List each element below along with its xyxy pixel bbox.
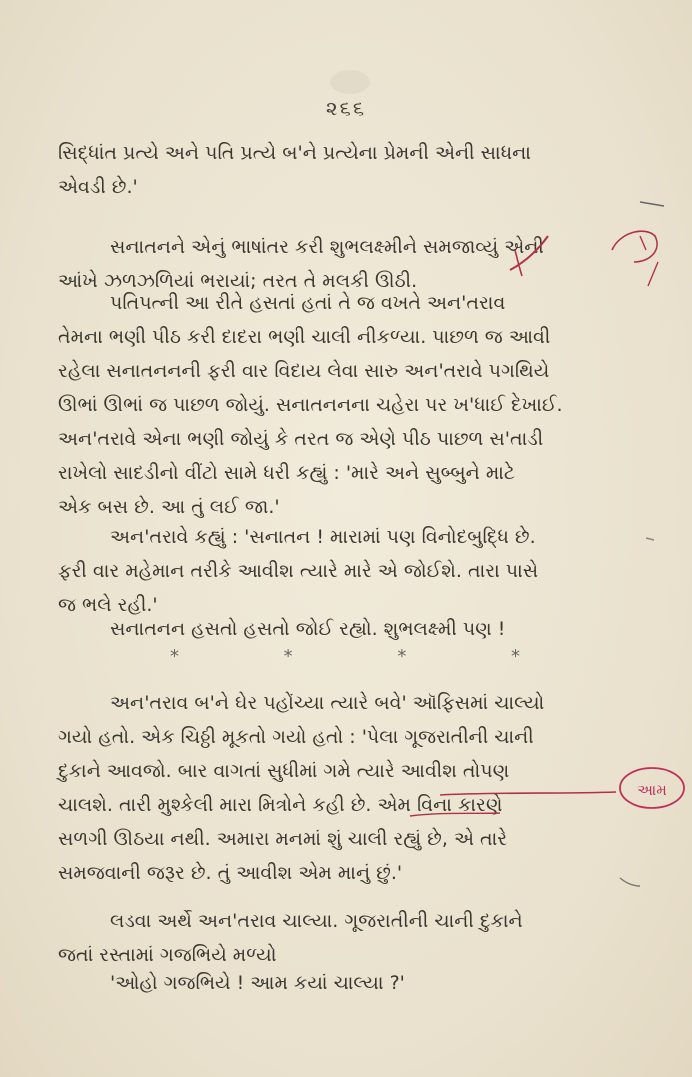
asterisk: * (170, 646, 179, 667)
text-line: રહેલા સનાતનનની ફરી વાર વિદાય લેવા સારુ અન'તરાવે પગથિયે (58, 360, 550, 382)
text-line: ગયો હતો. એક ચિઠ્ઠી મૂકતો ગયો હતો : 'પેલા ગૂજરાતીની ચાની (58, 726, 534, 748)
annotation-text: આમ (637, 781, 667, 799)
text-line: અન'તરાવે એના ભણી જોયું કે તરત જ એણે પીઠ પાછળ સ'તાડી (58, 428, 544, 450)
paragraph-3 (58, 286, 650, 524)
text-line: સિદ્ધાંત પ્રત્યે અને પતિ પ્રત્યે બ'ને પ્રત્યેના પ્રેમની એની સાધના (58, 142, 531, 164)
text-line: જ ભલે રહી.' (58, 594, 158, 616)
paragraph-8 (58, 966, 650, 1000)
paragraph-5 (58, 612, 650, 646)
text-line: દુકાને આવજો. બાર વાગતાં સુધીમાં ગમે ત્યારે આવીશ તોપણ (58, 760, 510, 782)
text-line: સમજવાની જરૂર છે. તું આવીશ એમ માનું છું.' (58, 862, 403, 884)
text-line: અન'તરાવ બ'ને ઘેર પહોંચ્યા ત્યારે બવે' ઑફિસમાં ચાલ્યો (110, 692, 545, 714)
page-number: ૨૬૬ (325, 96, 367, 120)
text-line: ફરી વાર મહેમાન તરીકે આવીશ ત્યારે મારે એ જોઈશે. તારા પાસે (58, 560, 539, 582)
text-line: રાખેલો સાદડીનો વીંટો સામે ધરી કહ્યું : 'મારે અને સુબ્બુને માટે (58, 462, 515, 484)
text-line: સનાતનને એનું ભાષાંતર કરી શુભલક્ષ્મીને સમજાવ્યું એની (110, 236, 544, 258)
text-line: 'ઓહો ગજભિયે ! આમ કયાં ચાલ્યા ?' (110, 972, 405, 994)
text-line: ઊભાં ઊભાં જ પાછળ જોયું. સનાતનનના ચહેરા પર ખ'ધાઈ દેખાઈ. (58, 394, 563, 416)
section-break (170, 646, 520, 667)
text-line: આંખે ઝળઝળિયાં ભરાયાં; તરત તે મલકી ઊઠી. (58, 270, 418, 292)
asterisk: * (283, 646, 293, 667)
text-line: સળગી ઊઠયા નથી. અમારા મનમાં શું ચાલી રહ્યું છે, એ તારે (58, 828, 508, 850)
text-line: એક બસ છે. આ તું લઈ જા.' (58, 496, 280, 518)
text-line: અન'તરાવે કહ્યું : 'સનાતન ! મારામાં પણ વિનોદબુદ્ધિ છે. (110, 526, 536, 548)
asterisk: * (510, 646, 520, 667)
text-line: જતાં રસ્તામાં ગજભિયે મળ્યો (58, 944, 277, 966)
paragraph-6 (58, 686, 650, 890)
asterisk: * (397, 646, 407, 667)
text-line: તેમના ભણી પીઠ કરી દાદરા ભણી ચાલી નીકળ્યા. પાછળ જ આવી (58, 326, 551, 348)
paragraph-1 (58, 136, 650, 204)
text-line: પતિપત્ની આ રીતે હસતાં હતાં તે જ વખતે અન'તરાવ (110, 292, 506, 314)
paragraph-4 (58, 520, 650, 622)
text-line: એવડી છે.' (58, 176, 138, 198)
text-line: ચાલશે. તારી મુશ્કેલી મારા મિત્રોને કહી છે. એમ વિના કારણે (58, 794, 503, 816)
ink-bleed (330, 70, 370, 94)
text-line: લડવા અર્થે અન'તરાવ ચાલ્યા. ગૂજરાતીની ચાની દુકાને (110, 910, 523, 932)
text-line: સનાતનન હસતો હસતો જોઈ રહ્યો. શુભલક્ષ્મી પણ ! (110, 618, 506, 640)
paragraph-7 (58, 904, 650, 972)
